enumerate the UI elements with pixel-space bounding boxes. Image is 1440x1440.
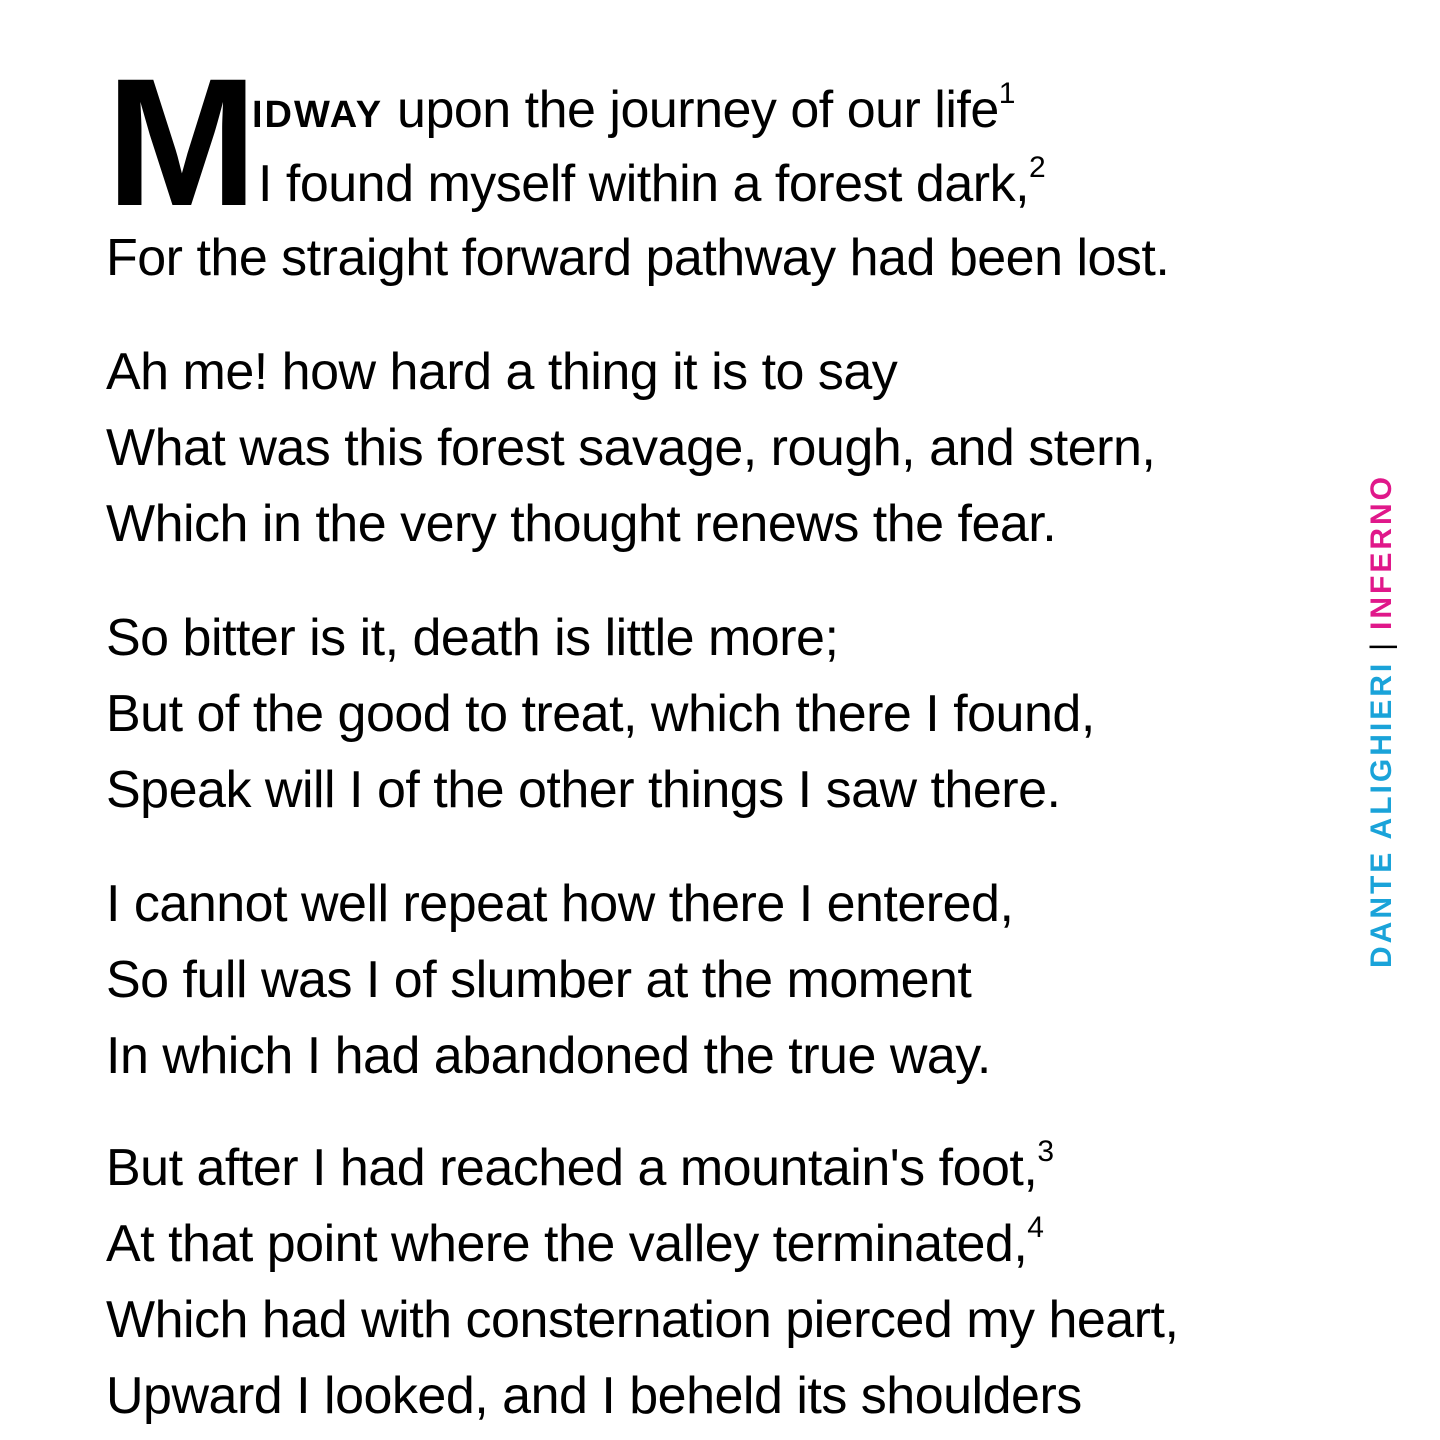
line-text: For the straight forward pathway had been lost. — [106, 229, 1170, 287]
drop-cap: M — [106, 40, 254, 244]
line-text: So full was I of slumber at the moment — [106, 951, 972, 1009]
line-text: Which in the very thought renews the fear. — [106, 495, 1057, 553]
footnote-marker[interactable]: 4 — [1027, 1210, 1044, 1244]
poem-line — [106, 1358, 1082, 1434]
poem-line — [106, 1282, 1178, 1358]
footnote-marker[interactable]: 2 — [1029, 150, 1046, 184]
line-text: Ah me! how hard a thing it is to say — [106, 343, 898, 401]
poem-line — [106, 866, 1013, 942]
poem-line — [106, 1206, 1043, 1282]
poem-line — [106, 1018, 991, 1094]
spine-text — [1362, 466, 1402, 976]
poem-line — [252, 72, 1015, 148]
line-text: upon the journey of our life — [383, 81, 999, 139]
poem-line — [106, 676, 1095, 752]
poem-line — [106, 752, 1060, 828]
author-name: DANTE ALIGHIERI — [1365, 660, 1398, 969]
spine-label — [1362, 466, 1402, 976]
line-text: At that point where the valley terminated, — [106, 1215, 1028, 1273]
line-text: I cannot well repeat how there I entered, — [106, 875, 1014, 933]
line-text: In which I had abandoned the true way. — [106, 1027, 991, 1085]
line-text: Which had with consternation pierced my heart, — [106, 1291, 1179, 1349]
line-text: What was this forest savage, rough, and stern, — [106, 419, 1156, 477]
book-title: INFERNO — [1365, 473, 1398, 630]
poem-line — [106, 334, 897, 410]
footnote-marker[interactable]: 1 — [998, 76, 1015, 110]
poem-line — [106, 1130, 1054, 1206]
first-word-small-caps: IDWAY — [252, 94, 384, 136]
line-text: I found myself within a forest dark, — [258, 155, 1030, 213]
poem-line — [106, 600, 838, 676]
poem-line — [258, 146, 1045, 222]
poem-line — [106, 486, 1056, 562]
poem-line — [106, 410, 1155, 486]
poem-line — [106, 220, 1169, 296]
line-text: But after I had reached a mountain's foot, — [106, 1139, 1038, 1197]
line-text: Speak will I of the other things I saw there. — [106, 761, 1061, 819]
spine-separator: | — [1365, 639, 1398, 651]
line-text: So bitter is it, death is little more; — [106, 609, 839, 667]
footnote-marker[interactable]: 3 — [1037, 1134, 1054, 1168]
line-text: Upward I looked, and I beheld its shoulders — [106, 1367, 1082, 1425]
poem-line — [106, 942, 971, 1018]
line-text: But of the good to treat, which there I found, — [106, 685, 1095, 743]
